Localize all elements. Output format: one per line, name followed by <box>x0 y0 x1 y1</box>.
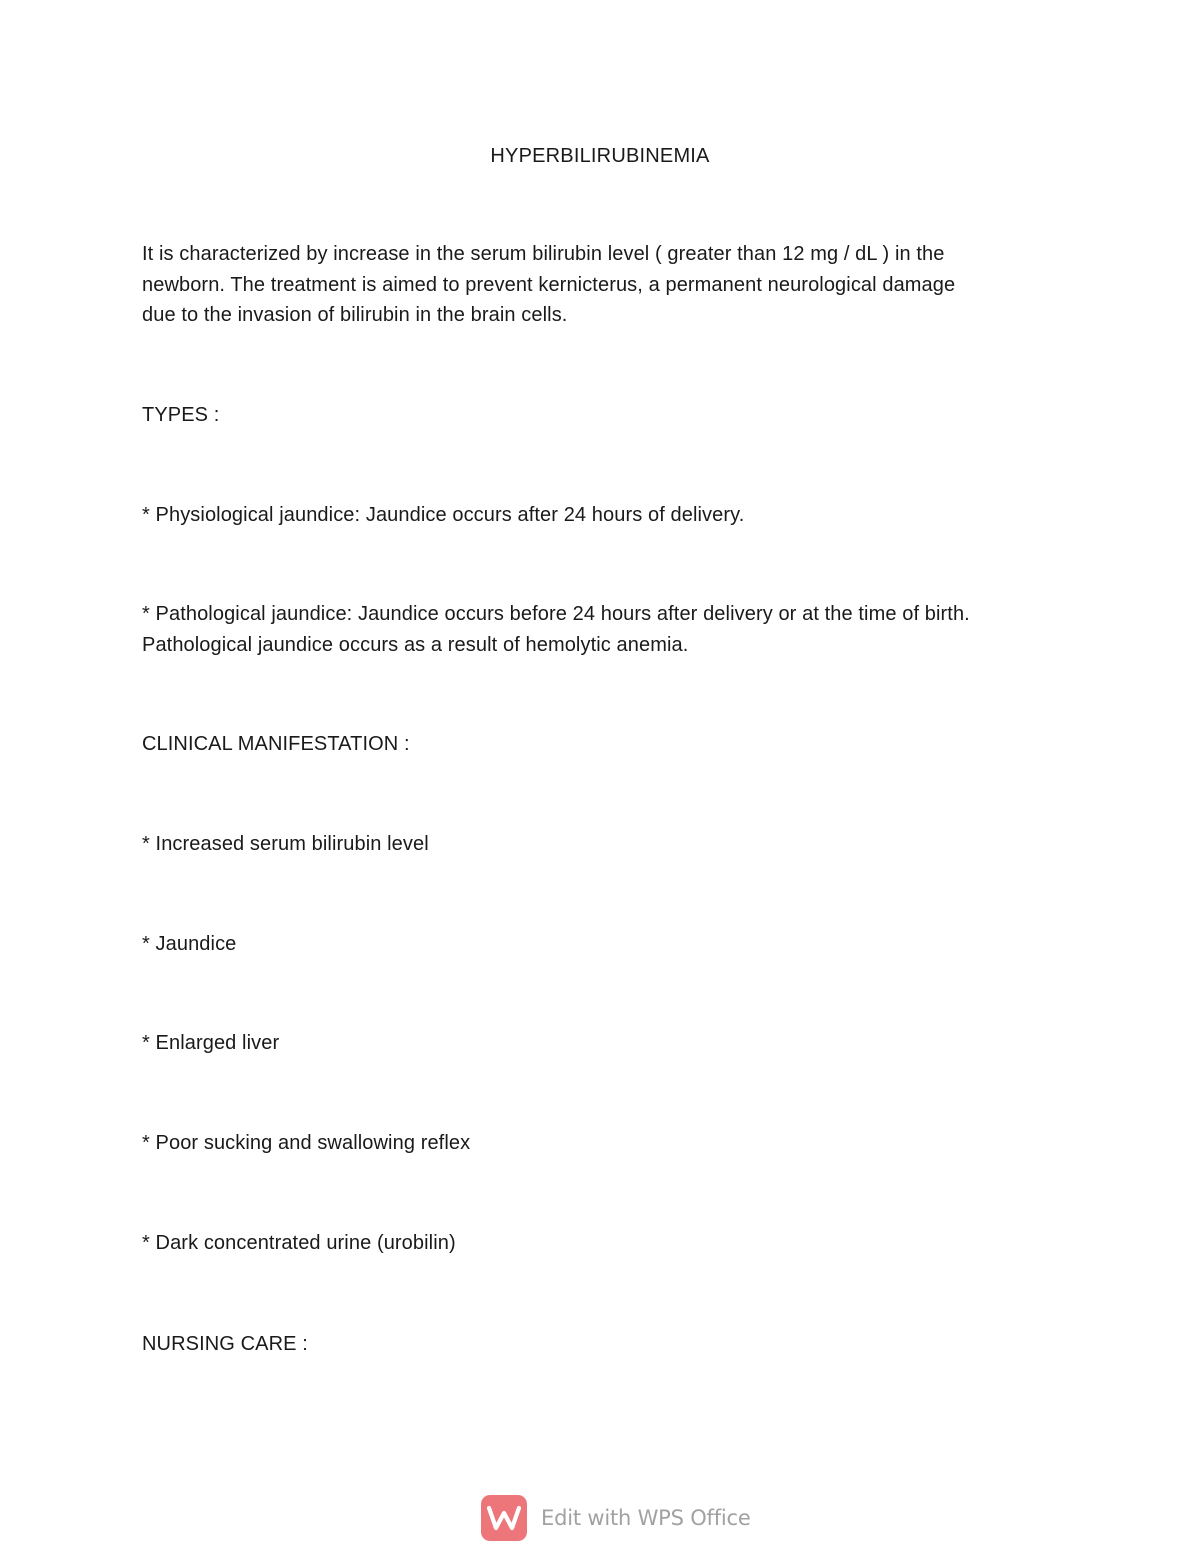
edit-with-wps-badge[interactable] <box>481 1494 751 1542</box>
clinical-item: * Dark concentrated urine (urobilin) <box>142 1232 456 1254</box>
clinical-item: * Increased serum bilirubin level <box>142 833 429 855</box>
clinical-item: * Enlarged liver <box>142 1032 280 1054</box>
clinical-item: * Poor sucking and swallowing reflex <box>142 1132 471 1154</box>
types-heading: TYPES : <box>142 404 220 426</box>
document-title: HYPERBILIRUBINEMIA <box>490 145 710 167</box>
intro-line-3: due to the invasion of bilirubin in the brain cells. <box>142 304 568 326</box>
clinical-item: * Jaundice <box>142 933 237 955</box>
intro-line-2: newborn. The treatment is aimed to prevent kernicterus, a permanent neurological damage <box>142 274 956 296</box>
type-pathological-line-2: Pathological jaundice occurs as a result of hemolytic anemia. <box>142 634 689 656</box>
nursing-heading: NURSING CARE : <box>142 1333 308 1355</box>
clinical-heading: CLINICAL MANIFESTATION : <box>142 733 410 755</box>
type-pathological-line-1: * Pathological jaundice: Jaundice occurs before 24 hours after delivery or at the time of birth. <box>142 603 970 625</box>
wps-w-icon <box>481 1495 527 1541</box>
intro-line-1: It is characterized by increase in the serum bilirubin level ( greater than 12 mg / dL ) in the <box>142 243 945 265</box>
type-physiological: * Physiological jaundice: Jaundice occurs after 24 hours of delivery. <box>142 504 745 526</box>
wps-badge-label: Edit with WPS Office <box>541 1506 751 1530</box>
